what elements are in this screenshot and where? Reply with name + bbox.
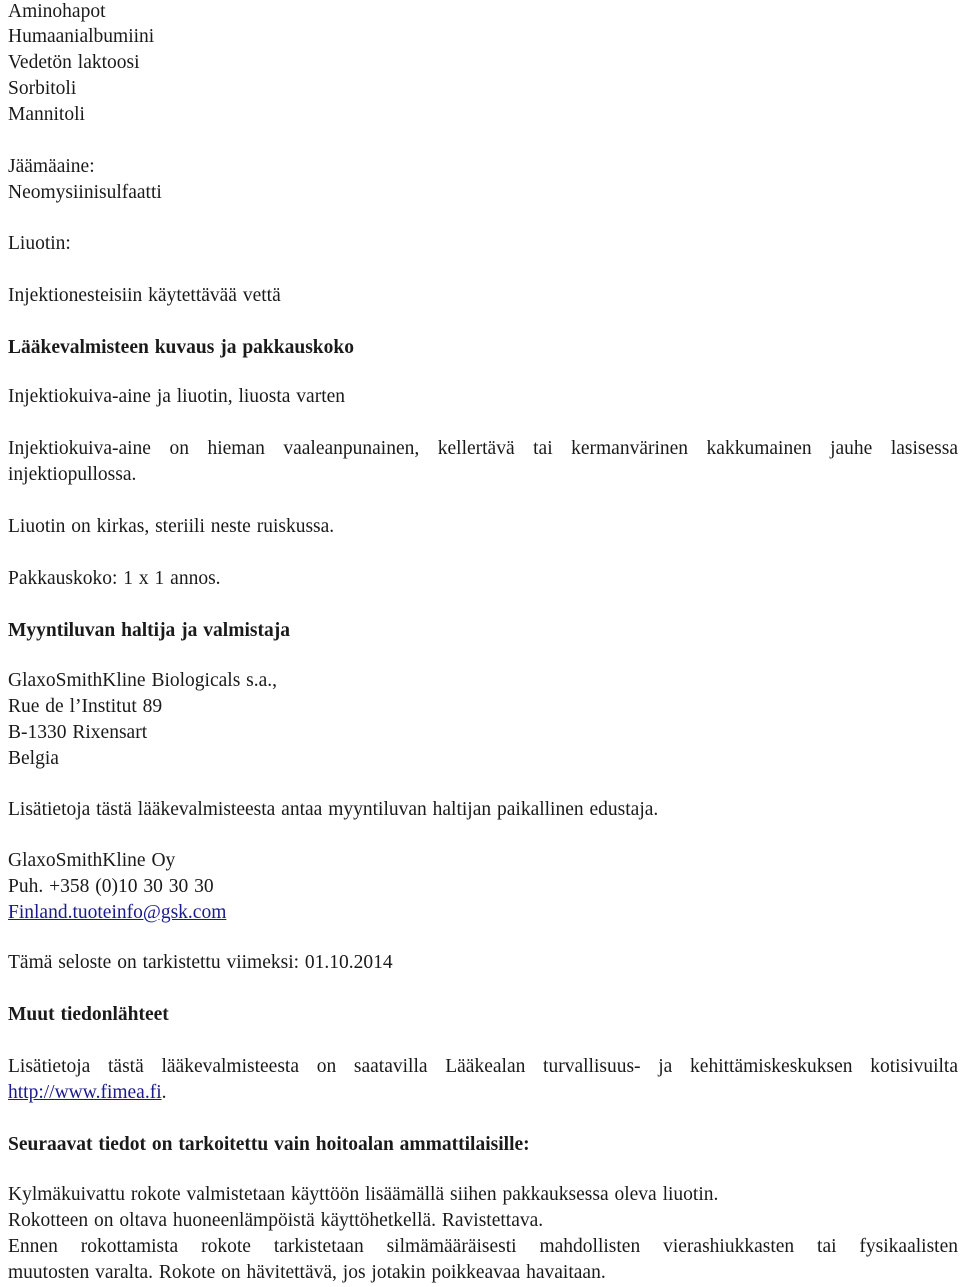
professionals-line: Kylmäkuivattu rokote valmistetaan käyttöön lisäämällä siihen pakkauksessa oleva liuotin. xyxy=(8,1184,719,1205)
powder-description-line2: injektiopullossa. xyxy=(8,464,137,485)
local-rep-phone: Puh. +358 (0)10 30 30 30 xyxy=(8,876,214,897)
solvent-description: Liuotin on kirkas, steriili neste ruiskussa. xyxy=(8,516,335,537)
description-heading: Lääkevalmisteen kuvaus ja pakkauskoko xyxy=(8,337,354,358)
excipient-item: Humaanialbumiini xyxy=(8,26,155,47)
other-sources-heading: Muut tiedonlähteet xyxy=(8,1004,169,1025)
professionals-line: Rokotteen on oltava huoneenlämpöistä käyttöhetkellä. Ravistettava. xyxy=(8,1210,544,1231)
local-rep-intro: Lisätietoja tästä lääkevalmisteesta antaa myyntiluvan haltijan paikallinen edustaja. xyxy=(8,799,659,820)
residue-label: Jäämäaine: xyxy=(8,156,95,177)
holder-street: Rue de l’Institut 89 xyxy=(8,696,163,717)
holder-city: B-1330 Rixensart xyxy=(8,722,148,743)
professionals-heading: Seuraavat tiedot on tarkoitettu vain hoitoalan ammattilaisille: xyxy=(8,1134,530,1155)
powder-description-line1: Injektiokuiva-aine on hieman vaaleanpunainen, kellertävä tai kermanvärinen kakkumainen jauhe lasisessa xyxy=(8,438,958,459)
local-rep-email-line xyxy=(8,901,226,925)
url-suffix: . xyxy=(161,1082,167,1103)
holder-name: GlaxoSmithKline Biologicals s.a., xyxy=(8,670,278,691)
pack-size: Pakkauskoko: 1 x 1 annos. xyxy=(8,568,221,589)
excipient-item: Sorbitoli xyxy=(8,78,77,99)
pharmaceutical-form: Injektiokuiva-aine ja liuotin, liuosta varten xyxy=(8,386,346,407)
other-sources-text: Lisätietoja tästä lääkevalmisteesta on saatavilla Lääkealan turvallisuus- ja kehittämiskeskuksen kotisivuilta xyxy=(8,1056,958,1077)
other-sources-url-line xyxy=(8,1081,167,1105)
excipient-item: Mannitoli xyxy=(8,104,85,125)
professionals-line: muutosten varalta. Rokote on hävitettävä, jos jotakin poikkeavaa havaitaan. xyxy=(8,1262,606,1283)
fimea-link[interactable]: http://www.fimea.fi xyxy=(8,1082,162,1103)
solvent-item: Injektionesteisiin käytettävää vettä xyxy=(8,285,281,306)
solvent-label: Liuotin: xyxy=(8,233,71,254)
holder-country: Belgia xyxy=(8,748,59,769)
holder-heading: Myyntiluvan haltija ja valmistaja xyxy=(8,620,290,641)
professionals-line: Ennen rokottamista rokote tarkistetaan silmämääräisesti mahdollisten vierashiukkasten tai fysikaalisten xyxy=(8,1236,958,1257)
local-rep-name: GlaxoSmithKline Oy xyxy=(8,850,176,871)
revision-date: Tämä seloste on tarkistettu viimeksi: 01.10.2014 xyxy=(8,952,393,973)
excipient-item: Vedetön laktoosi xyxy=(8,52,140,73)
excipient-item: Aminohapot xyxy=(8,1,106,22)
local-rep-email-link[interactable]: Finland.tuoteinfo@gsk.com xyxy=(8,902,227,923)
residue-item: Neomysiinisulfaatti xyxy=(8,182,162,203)
